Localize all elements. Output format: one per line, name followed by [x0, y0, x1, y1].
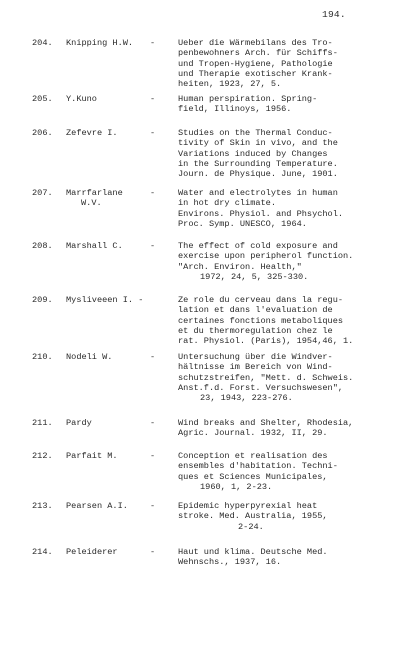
- entry-reference: [178, 451, 406, 492]
- entry-dash: -: [150, 451, 156, 461]
- entry-number: 206.: [32, 128, 53, 138]
- reference-line: 23, 1943, 223-276.: [200, 393, 293, 404]
- reference-line: Agric. Journal. 1932, II, 29.: [178, 428, 328, 439]
- reference-line: penbewohners Arch. für Schiffs-: [178, 48, 338, 59]
- entry-dash: -: [150, 128, 156, 138]
- reference-line: Conception et realisation des: [178, 451, 328, 461]
- reference-line: ensembles d'habitation. Techni-: [178, 461, 338, 472]
- entry-author: [66, 295, 158, 305]
- reference-line: in the Surrounding Temperature.: [178, 158, 338, 169]
- entry-author: [66, 38, 158, 48]
- entry-number: 207.: [32, 188, 53, 198]
- entry-number: 210.: [32, 352, 53, 362]
- entry-reference: [178, 188, 406, 229]
- reference-line: The effect of cold exposure and: [178, 241, 338, 251]
- entry-author: [66, 547, 158, 557]
- entry-reference: [178, 418, 406, 439]
- reference-line: und Therapie exotischer Krank-: [178, 68, 333, 79]
- author-line: Pearsen A.I.: [66, 501, 128, 511]
- author-line: Nodeli W.: [66, 352, 113, 362]
- reference-line: Untersuchung über die Windver-: [178, 352, 333, 362]
- entry-dash: -: [150, 241, 156, 251]
- entry-reference: [178, 38, 406, 89]
- entry-dash: -: [150, 188, 156, 198]
- reference-line: "Arch. Environ. Health,": [178, 261, 302, 272]
- reference-line: Journ. de Physique. June, 1901.: [178, 169, 338, 180]
- reference-line: field, Illinoys, 1956.: [178, 104, 292, 115]
- reference-line: tivity of Skin in vivo, and the: [178, 138, 338, 149]
- entry-author: [66, 128, 158, 138]
- reference-line: Ze role du cerveau dans la regu-: [178, 295, 344, 305]
- entry-number: 212.: [32, 451, 53, 461]
- author-line: Marshall C.: [66, 241, 123, 251]
- reference-line: exercise upon peripherol function.: [178, 251, 354, 262]
- reference-line: 1960, 1, 2-23.: [200, 481, 273, 492]
- entry-reference: [178, 352, 406, 403]
- reference-line: Wehnschs., 1937, 16.: [178, 557, 282, 568]
- reference-line: Variations induced by Changes: [178, 148, 328, 159]
- entry-author: [66, 241, 158, 251]
- reference-line: Water and electrolytes in human: [178, 188, 338, 198]
- entry-number: 209.: [32, 295, 53, 305]
- reference-line: 1972, 24, 5, 325-330.: [200, 271, 309, 282]
- author-line: Zefevre I.: [66, 128, 118, 138]
- reference-line: 2-24.: [238, 521, 264, 532]
- entry-author: [66, 501, 158, 511]
- reference-line: Ueber die Wärmebilans des Tro-: [178, 38, 333, 48]
- entry-number: 214.: [32, 547, 53, 557]
- reference-line: heiten, 1923, 27, 5.: [178, 79, 282, 90]
- reference-line: Environs. Physiol. and Phsychol.: [178, 208, 344, 219]
- entry-number: 205.: [32, 94, 53, 104]
- author-line: Knipping H.W.: [66, 38, 134, 48]
- author-line: Pardy: [66, 418, 92, 428]
- entry-reference: [178, 94, 406, 115]
- entry-reference: [178, 128, 406, 179]
- reference-line: hältnisse im Bereich von Wind-: [178, 362, 333, 373]
- reference-line: et du thermoregulation chez le: [178, 325, 333, 336]
- reference-line: certaines fonctions metaboliques: [178, 315, 344, 326]
- reference-line: Haut und klima. Deutsche Med.: [178, 547, 328, 557]
- author-line: W.V.: [81, 198, 102, 209]
- reference-line: stroke. Med. Australia, 1955,: [178, 511, 328, 522]
- entry-reference: [178, 295, 406, 346]
- reference-line: ques et Sciences Municipales,: [178, 471, 328, 482]
- entry-dash: -: [150, 418, 156, 428]
- reference-line: Proc. Symp. UNESCO, 1964.: [178, 218, 307, 229]
- author-line: Mysliveeen I. -: [66, 295, 144, 305]
- reference-line: Human perspiration. Spring-: [178, 94, 318, 104]
- author-line: Marrfarlane: [66, 188, 123, 198]
- entry-dash: -: [150, 94, 156, 104]
- author-line: Parfait M.: [66, 451, 118, 461]
- entry-number: 208.: [32, 241, 53, 251]
- entry-number: 211.: [32, 418, 53, 428]
- reference-line: Studies on the Thermal Conduc-: [178, 128, 333, 138]
- entry-author: [66, 451, 158, 461]
- reference-line: in hot dry climate.: [178, 198, 276, 209]
- reference-line: rat. Physiol. (Paris), 1954,46, 1.: [178, 336, 354, 347]
- entry-dash: -: [150, 352, 156, 362]
- author-line: Peleiderer: [66, 547, 118, 557]
- entry-dash: -: [150, 38, 156, 48]
- entry-dash: -: [150, 501, 156, 511]
- reference-line: Epidemic hyperpyrexial heat: [178, 501, 318, 511]
- entry-author: [66, 418, 158, 428]
- reference-line: schutzstreifen, "Mett. d. Schweis.: [178, 372, 354, 383]
- entry-number: 204.: [32, 38, 53, 48]
- entry-author: [66, 188, 158, 209]
- entry-reference: [178, 547, 406, 568]
- entry-dash: -: [150, 547, 156, 557]
- entry-author: [66, 94, 158, 104]
- reference-line: Anst.f.d. Forst. Versuchswesen",: [178, 382, 344, 393]
- entry-reference: [178, 241, 406, 282]
- reference-line: lation et dans l'evaluation de: [178, 305, 333, 316]
- page-number: 194.: [322, 9, 346, 20]
- reference-line: und Tropen-Hygiene, Pathologie: [178, 58, 333, 69]
- entry-author: [66, 352, 158, 362]
- entry-number: 213.: [32, 501, 53, 511]
- author-line: Y.Kuno: [66, 94, 97, 104]
- entry-reference: [178, 501, 406, 532]
- reference-line: Wind breaks and Shelter, Rhodesia,: [178, 418, 354, 428]
